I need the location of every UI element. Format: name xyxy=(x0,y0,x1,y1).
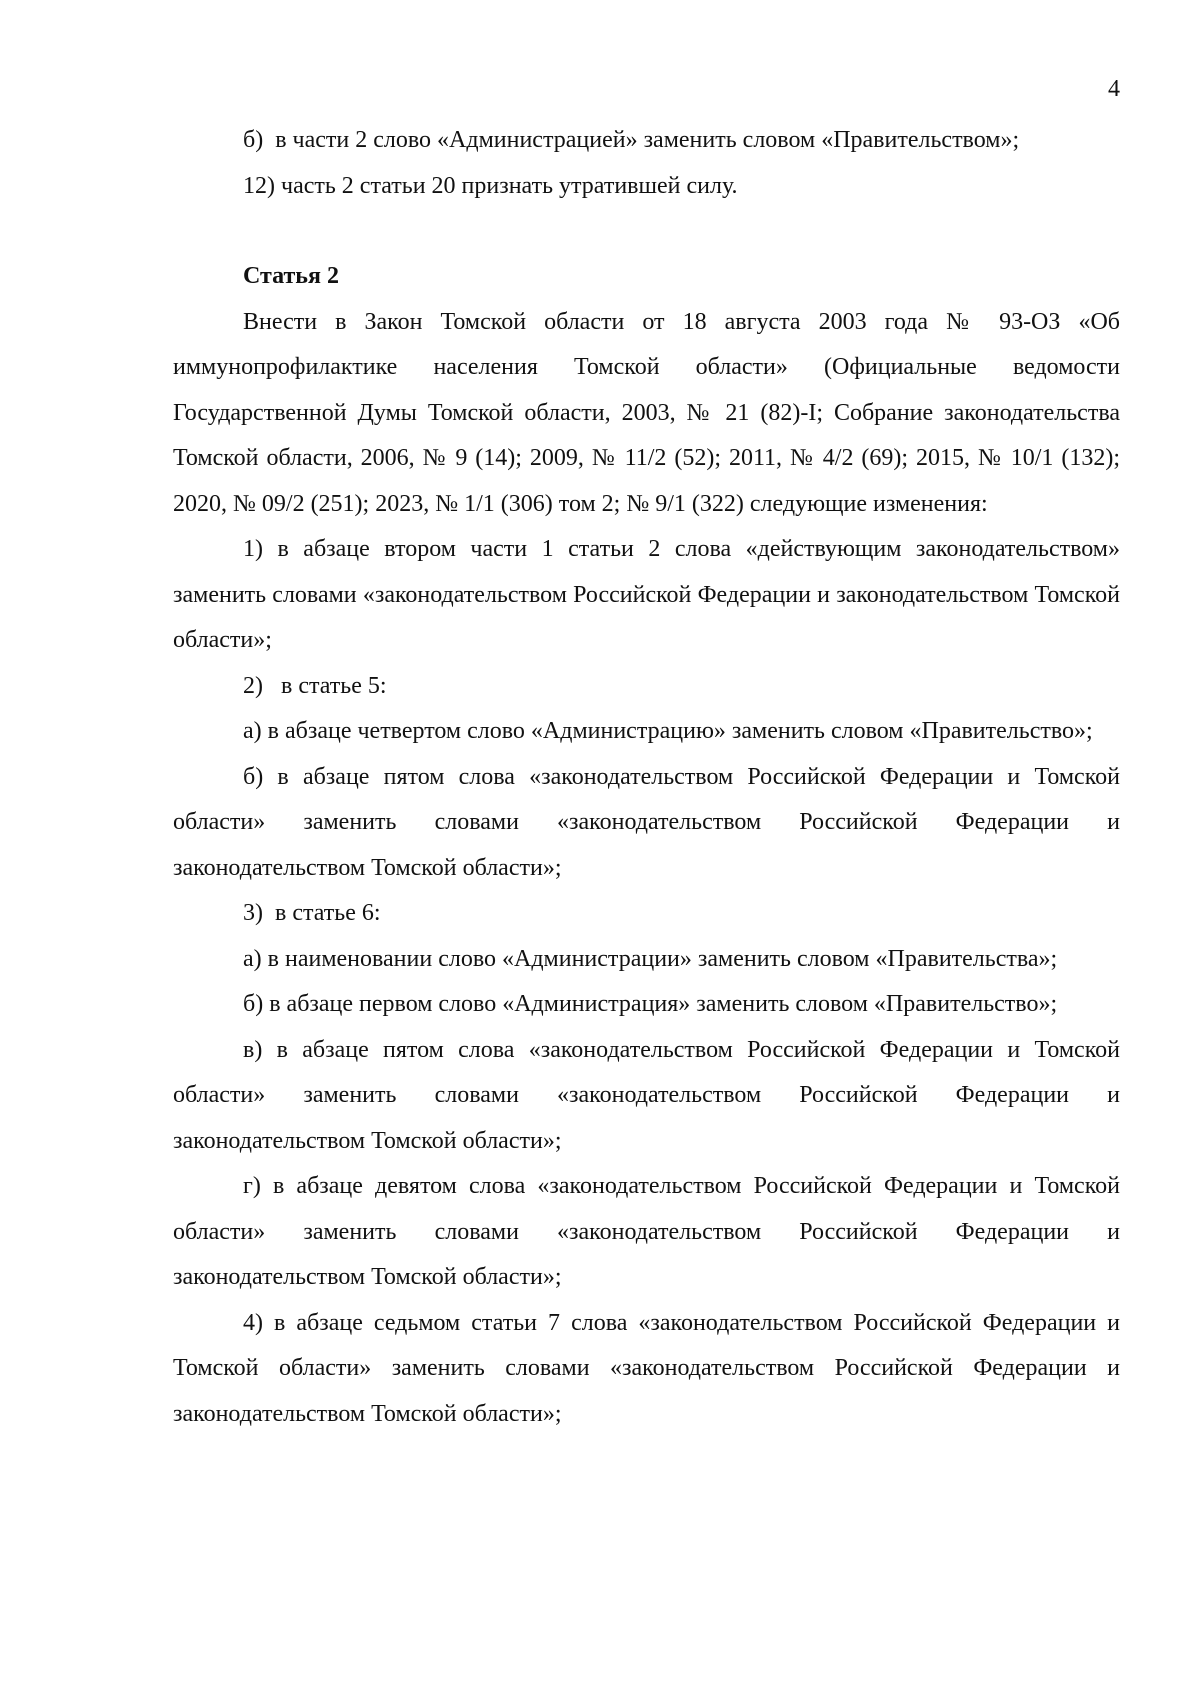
paragraph-item2: 2) в статье 5: xyxy=(243,672,387,699)
section-gap xyxy=(173,209,1120,254)
paragraph-article1-item12: 12) часть 2 статьи 20 признать утратившей силу. xyxy=(243,172,738,199)
document-body xyxy=(173,118,1120,1437)
article-2-heading: Статья 2 xyxy=(243,263,339,289)
paragraph-item3g: г) в абзаце девятом слова «законодательством Российской Федерации и Томской области» заменить словами «законодательством Российской Федерации и законодательством Томской области»; xyxy=(173,1173,1120,1290)
paragraph-intro: Внести в Закон Томской области от 18 августа 2003 года № 93-ОЗ «Об иммунопрофилактике населения Томской области» (Официальные ведомости Государственной Думы Томской области, 2003, № 21 (82)-I; Собрание законодательства Томской области, 2006, № 9 (14); 2009, № 11/2 (52); 2011, № 4/2 (69); 2015, № 10/1 (132); 2020, № 09/2 (251); 2023, № 1/1 (306) том 2; № 9/1 (322) следующие изменения: xyxy=(173,308,1120,517)
paragraph-item4: 4) в абзаце седьмом статьи 7 слова «законодательством Российской Федерации и Томской области» заменить словами «законодательством Российской Федерации и законодательством Томской области»; xyxy=(173,1309,1120,1427)
paragraph-article1-item11b: б) в части 2 слово «Администрацией» заменить словом «Правительством»; xyxy=(243,127,1020,153)
paragraph-item1: 1) в абзаце втором части 1 статьи 2 слова «действующим законодательством» заменить словами «законодательством Российской Федерации и законодательством Томской области»; xyxy=(173,536,1120,653)
paragraph-item3b: б) в абзаце первом слово «Администрация» заменить словом «Правительство»; xyxy=(243,991,1058,1017)
page-number: 4 xyxy=(1108,76,1120,102)
paragraph-item2b: б) в абзаце пятом слова «законодательством Российской Федерации и Томской области» заменить словами «законодательством Российской Федерации и законодательством Томской области»; xyxy=(173,763,1120,881)
paragraph-item2a: а) в абзаце четвертом слово «Администрацию» заменить словом «Правительство»; xyxy=(243,718,1093,744)
paragraph-item3a: а) в наименовании слово «Администрации» заменить словом «Правительства»; xyxy=(243,945,1058,972)
paragraph-item3v: в) в абзаце пятом слова «законодательством Российской Федерации и Томской области» заменить словами «законодательством Российской Федерации и законодательством Томской области»; xyxy=(173,1036,1120,1154)
paragraph-item3: 3) в статье 6: xyxy=(243,900,381,926)
